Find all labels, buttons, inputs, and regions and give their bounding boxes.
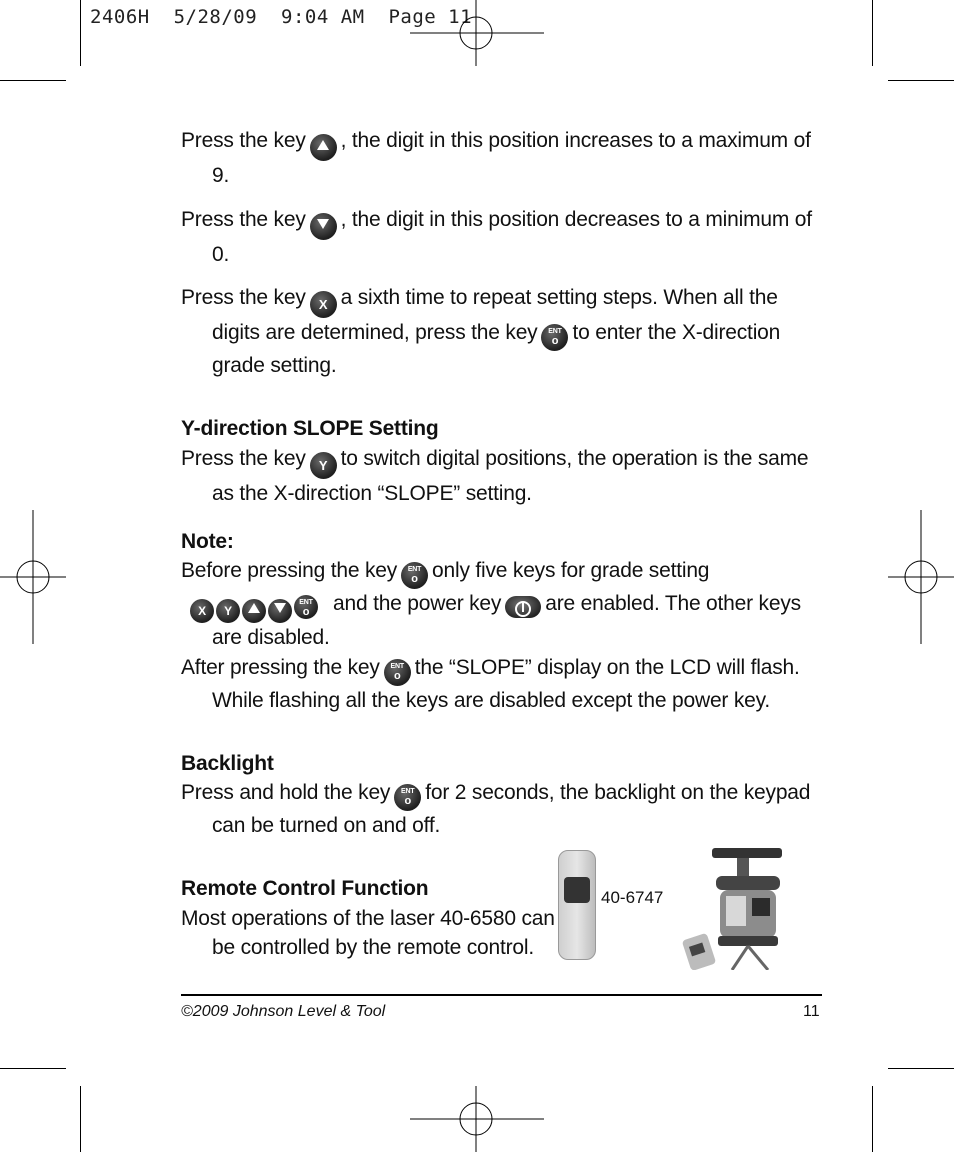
down-arrow-key-icon — [310, 213, 337, 240]
crop-mark-top-right-h — [888, 80, 954, 81]
crop-mark-top-left-h — [0, 80, 66, 81]
remote-heading: Remote Control Function — [181, 877, 429, 901]
crop-mark-bottom-right-h — [888, 1068, 954, 1069]
x-key-icon: X — [310, 291, 337, 318]
ent-key-icon: ENT o — [294, 595, 318, 619]
grade-keys-group — [198, 589, 319, 623]
registration-mark-top — [410, 0, 544, 66]
manual-content — [181, 126, 821, 963]
crop-mark-bottom-left-v — [80, 1086, 81, 1152]
remote-paragraph: Most operations of the laser 40-6580 can be controlled by the remote control. — [181, 906, 555, 960]
x-key-paragraph: Press the key X a sixth time to repeat setting steps. When all the digits are determined, press the key ENT o to enter the X-direction grade setting. — [181, 286, 781, 378]
footer-copyright: ©2009 Johnson Level & Tool — [181, 1003, 386, 1020]
crop-mark-top-right-v — [872, 0, 873, 66]
footer-rule — [181, 994, 822, 996]
remote-part-number: 40-6747 — [601, 888, 664, 907]
rotary-laser-image — [682, 840, 810, 970]
down-arrow-key-icon — [268, 599, 292, 623]
remote-control-image — [558, 850, 596, 960]
backlight-heading: Backlight — [181, 751, 274, 775]
y-key-icon: Y — [216, 599, 240, 623]
y-direction-heading: Y-direction SLOPE Setting — [181, 417, 439, 441]
note-heading: Note: — [181, 529, 234, 553]
up-arrow-key-icon — [310, 134, 337, 161]
registration-mark-bottom — [410, 1086, 544, 1152]
ent-key-icon: ENT o — [394, 784, 421, 811]
backlight-paragraph: Press and hold the key ENT o for 2 seconds, the backlight on the keypad can be turned on and off. — [181, 781, 811, 838]
ent-key-icon: ENT o — [541, 324, 568, 351]
ent-key-icon: ENT o — [384, 659, 411, 686]
up-arrow-key-icon — [242, 599, 266, 623]
power-key-icon — [505, 596, 541, 618]
crop-mark-bottom-left-h — [0, 1068, 66, 1069]
up-key-paragraph: Press the key , the digit in this position increases to a maximum of 9. — [181, 129, 811, 187]
y-key-icon: Y — [310, 452, 337, 479]
note-before-paragraph: Before pressing the key ENT o only five keys for grade setting X YENT o and the power key are enabled. The other keys are disabled. — [181, 559, 801, 650]
remote-keypad — [564, 877, 590, 903]
note-after-paragraph: After pressing the key ENT o the “SLOPE” display on the LCD will flash. While flashing all the keys are disabled except the power key. — [181, 655, 800, 712]
page-number: 11 — [803, 1003, 820, 1020]
crop-mark-top-left-v — [80, 0, 81, 66]
y-key-paragraph: Press the key Y to switch digital positions, the operation is the same as the X-direction “SLOPE” setting. — [181, 446, 809, 505]
down-key-paragraph: Press the key , the digit in this position decreases to a minimum of 0. — [181, 207, 812, 266]
registration-mark-right — [888, 510, 954, 644]
ent-key-icon: ENT o — [401, 562, 428, 589]
x-key-icon: X — [190, 599, 214, 623]
printer-slug: 2406H 5/28/09 9:04 AM Page 11 — [90, 6, 473, 28]
crop-mark-bottom-right-v — [872, 1086, 873, 1152]
registration-mark-left — [0, 510, 66, 644]
